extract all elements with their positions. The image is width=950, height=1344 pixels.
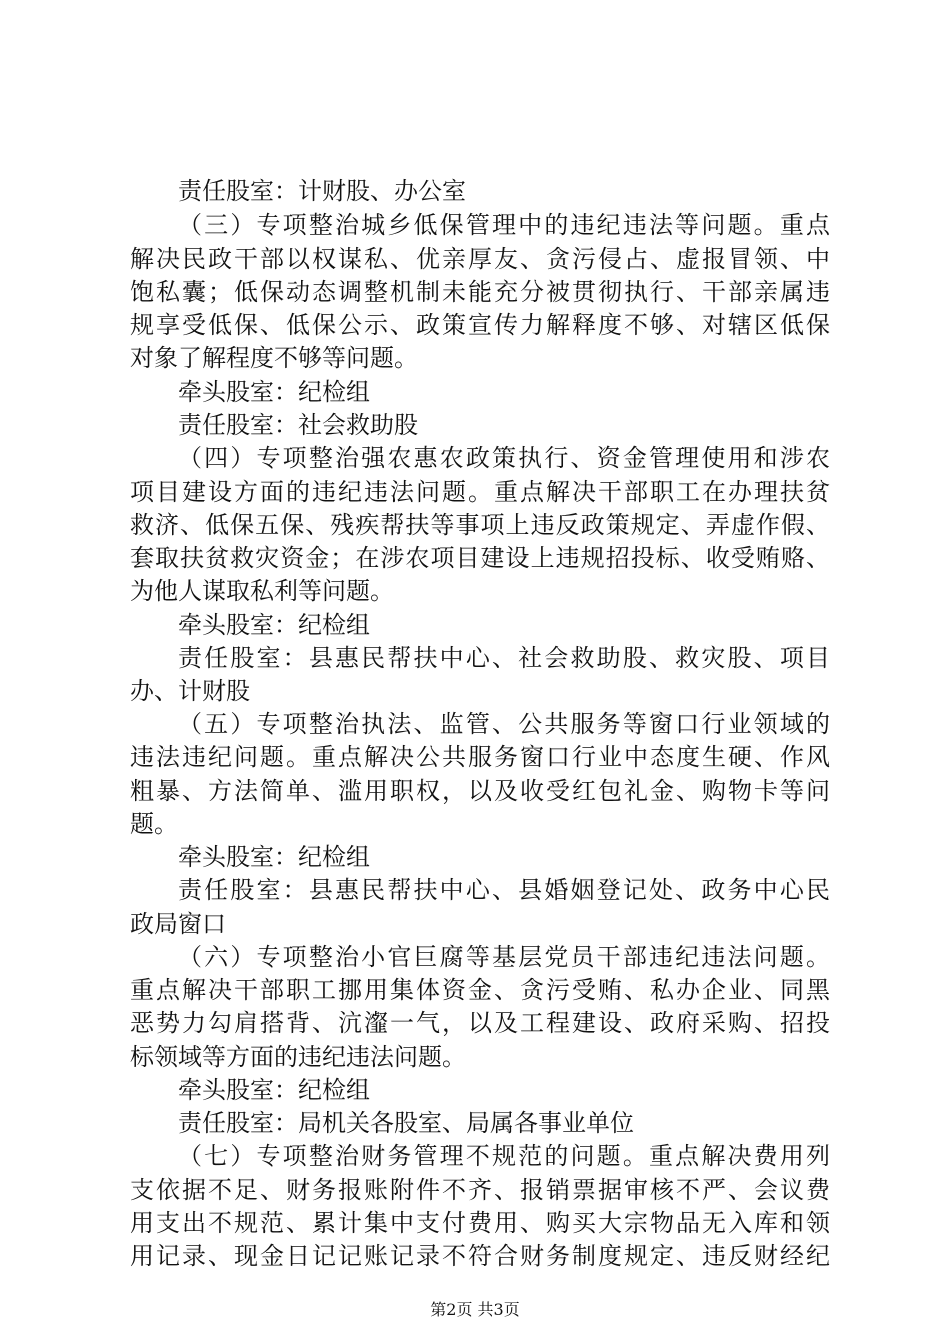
text-line: 题。 xyxy=(130,810,178,838)
text-line: 牵头股室：纪检组 xyxy=(178,843,370,871)
text-line: （四）专项整治强农惠农政策执行、资金管理使用和涉农 xyxy=(178,444,830,472)
text-line: （七）专项整治财务管理不规范的问题。重点解决费用列 xyxy=(178,1142,830,1170)
text-line: 粗暴、方法简单、滥用职权，以及收受红包礼金、购物卡等问 xyxy=(130,777,830,805)
text-line: 责任股室：县惠民帮扶中心、县婚姻登记处、政务中心民 xyxy=(178,876,830,904)
text-line: 用支出不规范、累计集中支付费用、购买大宗物品无入库和领 xyxy=(130,1209,830,1237)
text-line: （五）专项整治执法、监管、公共服务等窗口行业领域的 xyxy=(178,710,830,738)
text-line: 解决民政干部以权谋私、优亲厚友、贪污侵占、虚报冒领、中 xyxy=(130,245,830,273)
text-line: 违法违纪问题。重点解决公共服务窗口行业中态度生硬、作风 xyxy=(130,743,830,771)
text-line: 饱私囊；低保动态调整机制未能充分被贯彻执行、干部亲属违 xyxy=(130,278,830,306)
text-line: 恶势力勾肩搭背、沆瀣一气，以及工程建设、政府采购、招投 xyxy=(130,1009,830,1037)
text-line: 套取扶贫救灾资金；在涉农项目建设上违规招投标、收受贿赂、 xyxy=(130,544,830,572)
text-line: 用记录、现金日记记账记录不符合财务制度规定、违反财经纪 xyxy=(130,1242,830,1270)
text-line: 牵头股室：纪检组 xyxy=(178,611,370,639)
text-line: 重点解决干部职工挪用集体资金、贪污受贿、私办企业、同黑 xyxy=(130,976,830,1004)
text-line: 责任股室：社会救助股 xyxy=(178,411,418,439)
text-line: 牵头股室：纪检组 xyxy=(178,378,370,406)
text-line: 规享受低保、低保公示、政策宣传力解释度不够、对辖区低保 xyxy=(130,311,830,339)
text-line: 为他人谋取私利等问题。 xyxy=(130,577,394,605)
text-line: 办、计财股 xyxy=(130,677,250,705)
text-line: （三）专项整治城乡低保管理中的违纪违法等问题。重点 xyxy=(178,211,830,239)
text-line: （六）专项整治小官巨腐等基层党员干部违纪违法问题。 xyxy=(178,943,830,971)
text-line: 支依据不足、财务报账附件不齐、报销票据审核不严、会议费 xyxy=(130,1176,830,1204)
text-line: 责任股室：县惠民帮扶中心、社会救助股、救灾股、项目 xyxy=(178,644,830,672)
text-line: 项目建设方面的违纪违法问题。重点解决干部职工在办理扶贫 xyxy=(130,478,830,506)
text-line: 牵头股室：纪检组 xyxy=(178,1076,370,1104)
page-number: 第2页 共3页 xyxy=(430,1300,520,1319)
text-line: 责任股室：计财股、办公室 xyxy=(178,177,466,205)
text-line: 救济、低保五保、残疾帮扶等事项上违反政策规定、弄虚作假、 xyxy=(130,511,830,539)
text-line: 责任股室：局机关各股室、局属各事业单位 xyxy=(178,1109,634,1137)
text-line: 对象了解程度不够等问题。 xyxy=(130,344,418,372)
text-line: 政局窗口 xyxy=(130,910,226,938)
text-line: 标领域等方面的违纪违法问题。 xyxy=(130,1043,466,1071)
